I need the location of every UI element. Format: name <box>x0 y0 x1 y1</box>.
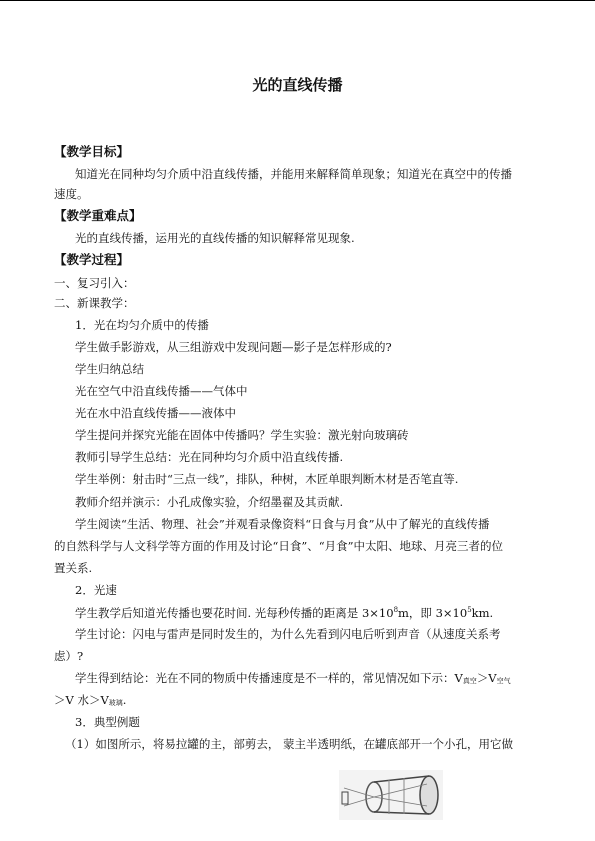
paragraph: 虑）? <box>54 649 84 663</box>
paragraph: 学生阅读“生活、物理、社会”并观看录像资料“日食与月食”从中了解光的直线传播 <box>75 517 490 531</box>
subscript: 真空 <box>462 677 477 685</box>
objectives-text-2: 速度。 <box>54 187 89 201</box>
pinhole-can-drawing <box>339 770 443 820</box>
exponent: 8 <box>393 606 399 614</box>
paragraph: 学生讨论：闪电与雷声是同时发生的，为什么先看到闪电后听到声音（从速度关系考 <box>75 627 501 641</box>
paragraph: 置关系. <box>54 561 93 575</box>
paragraph: 学生做手影游戏，从三组游戏中发现问题—影子是怎样形成的? <box>75 340 392 354</box>
difficulty-heading: 【教学重难点】 <box>54 208 142 223</box>
comparison-text-d: . <box>122 693 127 707</box>
process-heading: 【教学过程】 <box>54 252 130 267</box>
paragraph: 光在水中沿直线传播——液体中 <box>75 406 236 420</box>
objectives-heading: 【教学目标】 <box>54 144 130 159</box>
paragraph: 教师介绍并演示：小孔成像实验，介绍墨翟及其贡献. <box>75 495 344 509</box>
comparison-text-b: ＞V <box>476 671 497 685</box>
sub3-title: 3．典型例题 <box>75 715 140 729</box>
pinhole-can-figure <box>339 770 443 820</box>
light-speed-text-b: m，即 3×10 <box>398 606 468 620</box>
paragraph-light-speed <box>75 607 595 620</box>
subscript: 玻璃 <box>108 699 123 707</box>
paragraph: 学生提问并探究光能在固体中传播吗？学生实验：激光射向玻璃砖 <box>75 428 409 442</box>
paragraph: 学生举例：射击时“三点一线”，排队，种树，木匠单眼判断木材是否笔直等. <box>75 472 459 486</box>
paragraph-speed-comparison <box>75 673 595 685</box>
sub2-title: 2．光速 <box>75 583 117 597</box>
exponent: 5 <box>467 606 472 614</box>
light-speed-text-c: km. <box>471 606 494 620</box>
paragraph: 的自然科学与人文科学等方面的作用及讨论“日食”、“月食”中太阳、地球、月亮三者的位 <box>54 539 504 553</box>
paragraph: 教师引导学生总结：光在同种均匀介质中沿直线传播. <box>75 450 344 464</box>
sub1-title: 1．光在均匀介质中的传播 <box>75 318 209 332</box>
subscript: 空气 <box>496 677 511 685</box>
comparison-text-c: ＞V 水＞V <box>54 693 109 707</box>
objectives-text-1: 知道光在同种均匀介质中沿直线传播，并能用来解释简单现象；知道光在真空中的传播 <box>75 167 512 181</box>
paragraph: 学生归纳总结 <box>75 362 144 376</box>
paragraph-speed-comparison-cont <box>54 695 595 707</box>
paragraph: 光在空气中沿直线传播——气体中 <box>75 384 248 398</box>
new-lesson-item: 二、新课教学： <box>54 296 135 310</box>
top-rule <box>0 0 595 1</box>
page-title: 光的直线传播 <box>252 76 343 94</box>
light-speed-text-a: 学生教学后知道光传播也要花时间. 光每秒传播的距离是 3×10 <box>75 606 394 620</box>
review-item: 一、复习引入： <box>54 276 135 290</box>
difficulty-text: 光的直线传播，运用光的直线传播的知识解释常见现象. <box>75 231 355 245</box>
paragraph: （1）如图所示，将易拉罐的主，部剪去， 蒙主半透明纸，在罐底部开一个小孔，用它做 <box>65 737 513 751</box>
comparison-text-a: 学生得到结论：光在不同的物质中传播速度是不一样的，常见情况如下示：V <box>75 671 463 685</box>
